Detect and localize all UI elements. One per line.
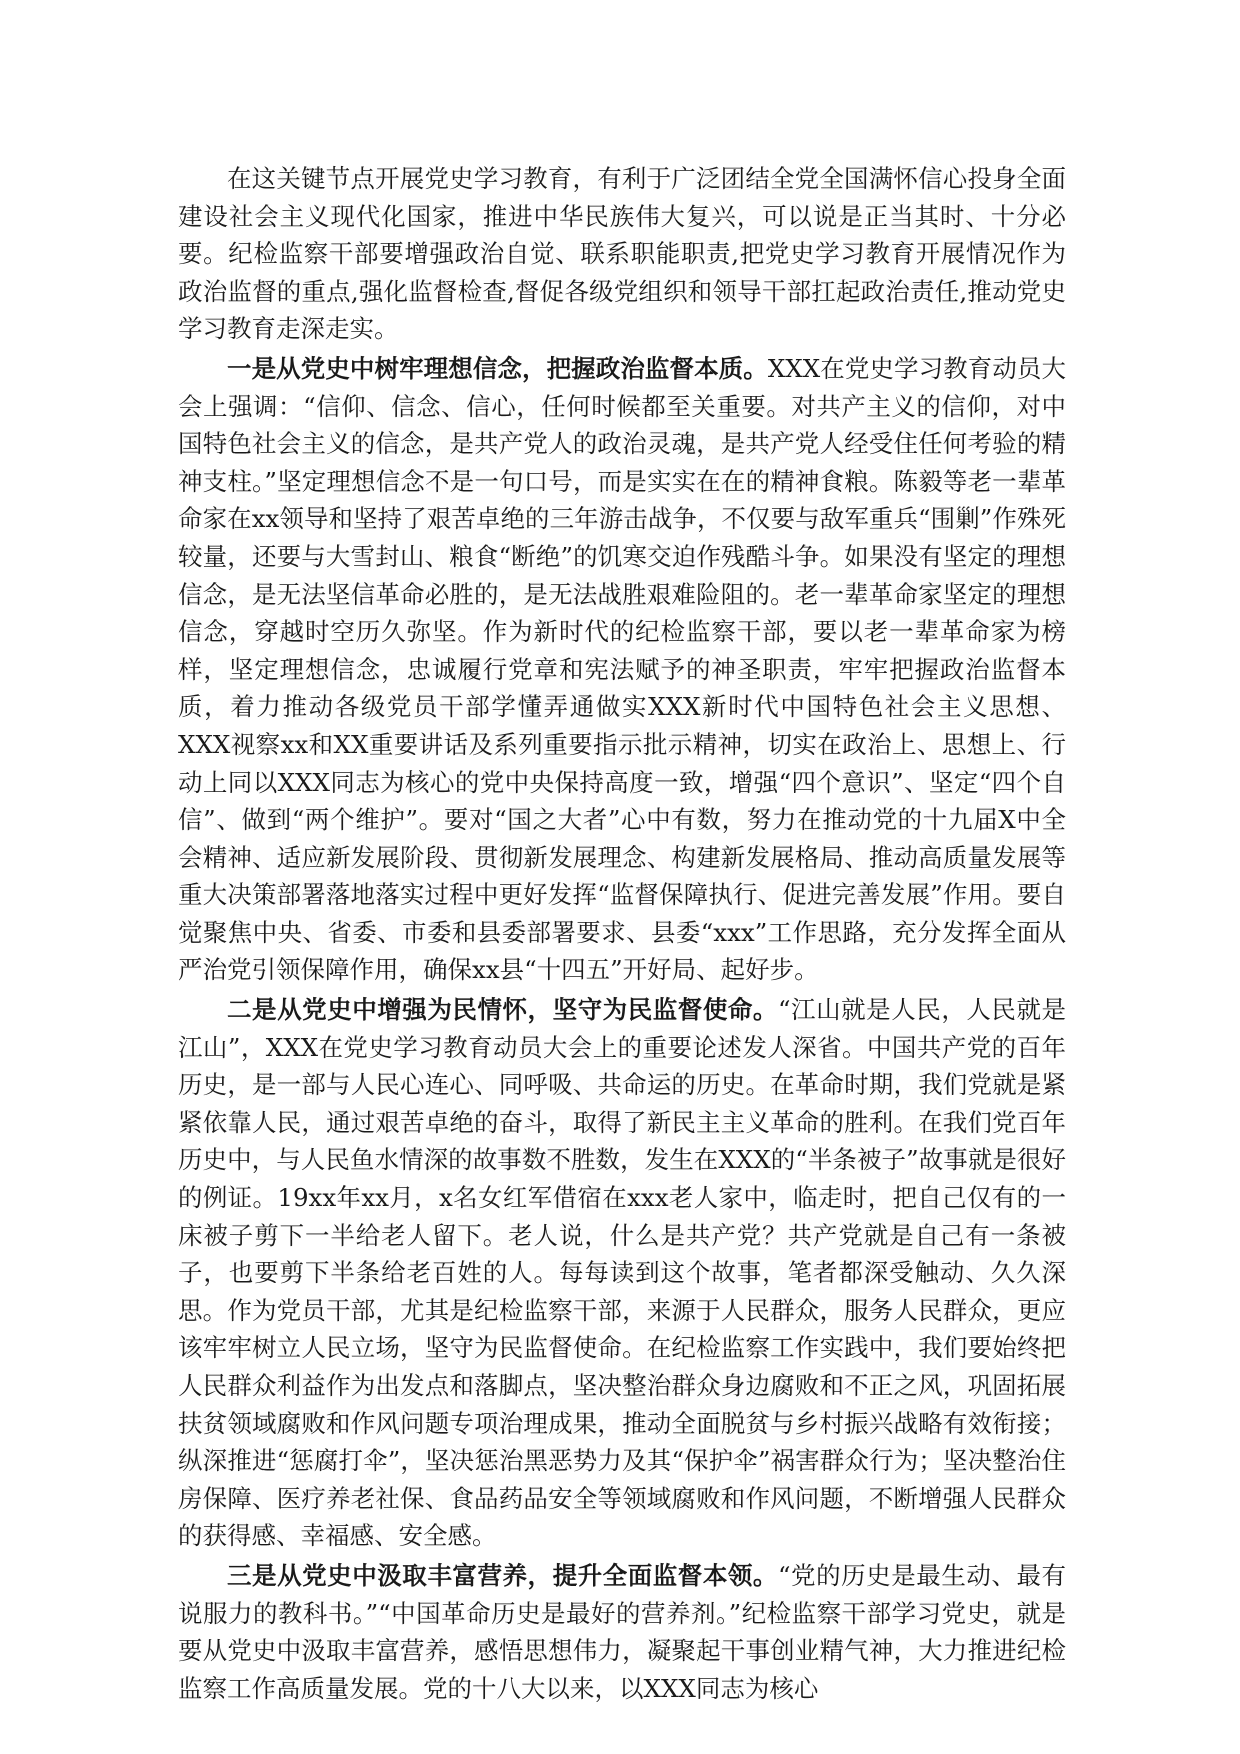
paragraph-lead: 一是从党史中树牢理想信念，把握政治监督本质。 <box>227 353 768 383</box>
paragraph-intro <box>178 160 1066 348</box>
paragraph-point-three <box>178 1557 1066 1707</box>
paragraph-text: XXX在党史学习教育动员大会上强调：“信仰、信念、信心，任何时候都至关重要。对共产主义的信仰，对中国特色社会主义的信念，是共产党人的政治灵魂，是共产党人经受住任何考验的精神支柱。”坚定理想信念不是一句口号，而是实实在在的精神食粮。陈毅等老一辈革命家在xx领导和坚持了艰苦卓绝的三年游击战争，不仅要与敌军重兵“围剿”作殊死较量，还要与大雪封山、粮食“断绝”的饥寒交迫作残酷斗争。如果没有坚定的理想信念，是无法坚信革命必胜的，是无法战胜艰难险阻的。老一辈革命家坚定的理想信念，穿越时空历久弥坚。作为新时代的纪检监察干部，要以老一辈革命家为榜样，坚定理想信念，忠诚履行党章和宪法赋予的神圣职责，牢牢把握政治监督本质，着力推动各级党员干部学懂弄通做实XXX新时代中国特色社会主义思想、XXX视察xx和XX重要讲话及系列重要指示批示精神，切实在政治上、思想上、行动上同以XXX同志为核心的党中央保持高度一致，增强“四个意识”、坚定“四个自信”、做到“两个维护”。要对“国之大者”心中有数，努力在推动党的十九届X中全会精神、适应新发展阶段、贯彻新发展理念、构建新发展格局、推动高质量发展等重大决策部署落地落实过程中更好发挥“监督保障执行、促进完善发展”作用。要自觉聚焦中央、省委、市委和县委部署要求、县委“xxx”工作思路，充分发挥全面从严治党引领保障作用，确保xx县“十四五”开好局、起好步。 <box>178 353 1067 985</box>
paragraph-lead: 三是从党史中汲取丰富营养，提升全面监督本领。 <box>227 1560 778 1590</box>
paragraph-point-one <box>178 350 1066 989</box>
document-body <box>178 160 1066 1709</box>
paragraph-text: “党的历史是最生动、最有说服力的教科书。”“中国革命历史是最好的营养剂。”纪检监察干部学习党史，就是要从党史中汲取丰富营养，感悟思想伟力，凝聚起干事创业精气神，大力推进纪检监察工作高质量发展。党的十八大以来，以XXX同志为核心 <box>178 1560 1066 1703</box>
paragraph-point-two <box>178 991 1066 1555</box>
paragraph-lead: 二是从党史中增强为民情怀，坚守为民监督使命。 <box>227 995 778 1025</box>
paragraph-text: “江山就是人民，人民就是江山”，XXX在党史学习教育动员大会上的重要论述发人深省。中国共产党的百年历史，是一部与人民心连心、同呼吸、共命运的历史。在革命时期，我们党就是紧紧依靠人民，通过艰苦卓绝的奋斗，取得了新民主主义革命的胜利。在我们党百年历史中，与人民鱼水情深的故事数不胜数，发生在XXX的“半条被子”故事就是很好的例证。19xx年xx月，x名女红军借宿在xxx老人家中，临走时，把自己仅有的一床被子剪下一半给老人留下。老人说，什么是共产党？共产党就是自己有一条被子，也要剪下半条给老百姓的人。每每读到这个故事，笔者都深受触动、久久深思。作为党员干部，尤其是纪检监察干部，来源于人民群众，服务人民群众，更应该牢牢树立人民立场，坚守为民监督使命。在纪检监察工作实践中，我们要始终把人民群众利益作为出发点和落脚点，坚决整治群众身边腐败和不正之风，巩固拓展扶贫领域腐败和作风问题专项治理成果，推动全面脱贫与乡村振兴战略有效衔接；纵深推进“惩腐打伞”，坚决惩治黑恶势力及其“保护伞”祸害群众行为；坚决整治住房保障、医疗养老社保、食品药品安全等领域腐败和作风问题，不断增强人民群众的获得感、幸福感、安全感。 <box>178 995 1066 1551</box>
paragraph-text: 在这关键节点开展党史学习教育，有利于广泛团结全党全国满怀信心投身全面建设社会主义现代化国家，推进中华民族伟大复兴，可以说是正当其时、十分必要。纪检监察干部要增强政治自觉、联系职能职责,把党史学习教育开展情况作为政治监督的重点,强化监督检查,督促各级党组织和领导干部扛起政治责任,推动党史学习教育走深走实。 <box>178 164 1066 344</box>
